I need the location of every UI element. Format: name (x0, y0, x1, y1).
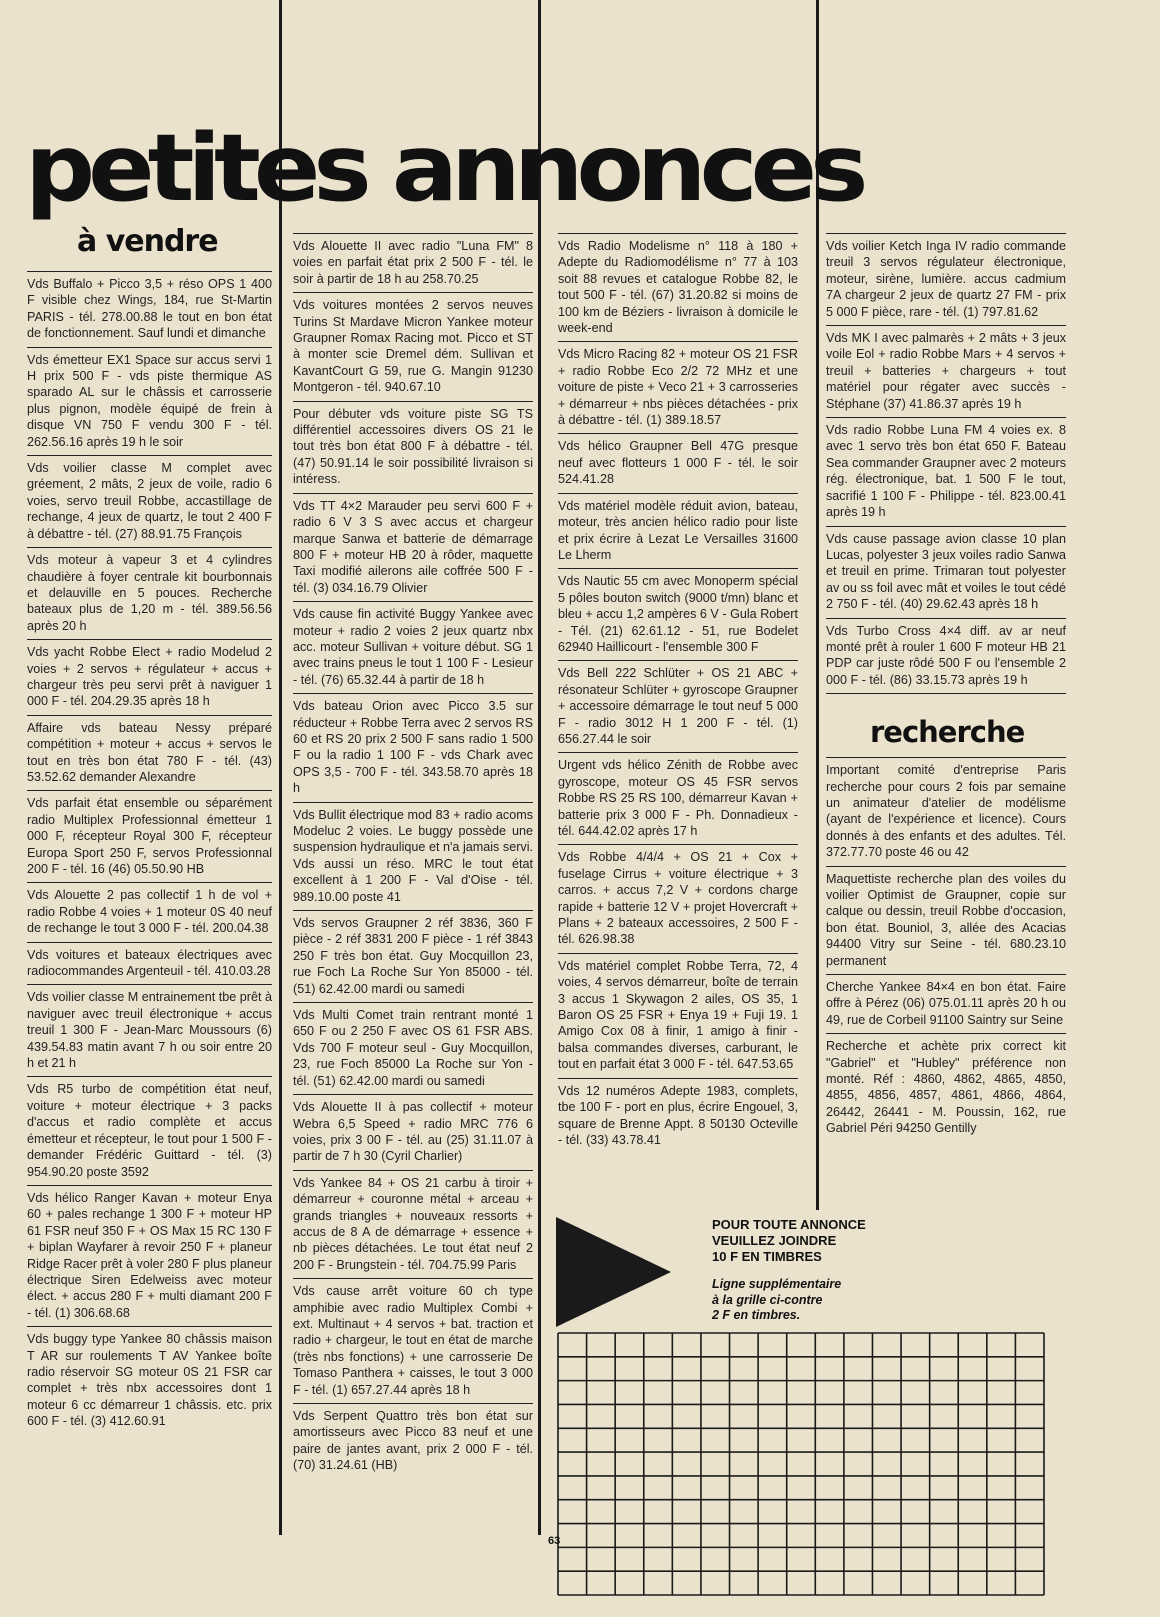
wanted-ad: Recherche et achète prix correct kit "Gabriel" et "Hubley" préférence non monté. Réf : 4860, 4862, 4865, 4850, 4855, 4856, 4857, 4861, 4866, 4864, 26442, 26441 - M. Poussin, 162, rue Gabriel Péri 94250 Gentilly (826, 1033, 1066, 1141)
classified-ad: Vds voitures et bateaux électriques avec radiocommandes Argenteuil - tél. 410.03.28 (27, 942, 272, 985)
classified-ad: Pour débuter vds voiture piste SG TS différentiel accessoires divers OS 21 le tout très bon état 800 F à débattre - tél. (47) 50.91.14 le soir possibilité livraison si intéress. (293, 401, 533, 493)
order-line: Ligne supplémentaire (712, 1277, 842, 1291)
section-title-recherche: recherche (826, 693, 1066, 757)
classified-ad: Vds MK I avec palmarès + 2 mâts + 3 jeux voile Eol + radio Robbe Mars + 4 servos + treuil + batteries + chargeurs + tout matériel pour régater avec succès - Stéphane (37) 41.86.37 après 19 h (826, 325, 1066, 417)
classified-ad: Vds TT 4×2 Marauder peu servi 600 F + radio 6 V 3 S avec accus et chargeur marque Sanwa et batterie de démarrage 800 F + moteur HB 20 à rôder, maquette Taxi modifié ailerons aile coffrée 500 F - tél. (3) 034.16.79 Olivier (293, 493, 533, 601)
classified-ad: Vds 12 numéros Adepte 1983, complets, tbe 100 F - port en plus, écrire Engouel, 3, square de Brenne Appt. 8 50130 Octeville - tél. (33) 43.78.41 (558, 1078, 798, 1154)
classified-ad: Vds Radio Modelisme n° 118 à 180 + Adepte du Radiomodélisme n° 77 à 103 soit 88 revues et catalogue Robbe 82, le tout 500 F - tél. (67) 31.20.82 si moins de 100 km de Béziers - livraison à domicile le week-end (558, 233, 798, 341)
classified-ad: Vds Alouette 2 pas collectif 1 h de vol + radio Robbe 4 voies + 1 moteur 0S 40 neuf de rechange le tout 3 000 F - tél. 200.04.38 (27, 882, 272, 941)
classified-ad: Vds Alouette II avec radio "Luna FM" 8 voies en parfait état prix 2 500 F - tél. le soir à partir de 18 h au 258.70.25 (293, 233, 533, 292)
classified-ad: Vds bateau Orion avec Picco 3.5 sur réducteur + Robbe Terra avec 2 servos RS 60 et RS 20 prix 2 500 F sans radio 1 500 F ou la radio 1 100 F - vds Chark avec OPS 3,5 - 700 F - tél. 343.58.70 après 18 h (293, 693, 533, 801)
classified-ad: Vds hélico Ranger Kavan + moteur Enya 60 + pales rechange 1 300 F + moteur HP 61 FSR neuf 350 F + OS Max 15 RC 130 F + biplan Wayfarer à revoir 250 F + planeur Ridge Racer prêt à voler 280 F plus planeur électrique Siren Edelweiss avec moteur élect. + accus 280 F + multi diamant 200 F - tél. (1) 306.68.68 (27, 1185, 272, 1326)
order-line: à la grille ci-contre (712, 1292, 823, 1307)
classified-ad: Vds Robbe 4/4/4 + OS 21 + Cox + fuselage Cirrus + voiture électrique + 3 carros. + accus 7,2 V + cordons charge rapide + batterie 12 V + projet Hovercraft + Plans + 2 bateaux accessoires, 2 500 F - tél. 626.98.38 (558, 844, 798, 952)
order-line: VEUILLEZ JOINDRE (712, 1233, 837, 1248)
classified-ad: Vds cause passage avion classe 10 plan Lucas, polyester 3 jeux voiles radio Sanwa et treuil en prime. Trimaran tout polyester av ou ss foil avec mât et voiles le tout cédé 2 750 F - tél. (40) 29.62.43 après 18 h (826, 526, 1066, 618)
arrow-icon (556, 1217, 671, 1327)
classified-ad: Vds matériel complet Robbe Terra, 72, 4 voies, 4 servos démarreur, boîte de terrain 3 accus 1 Skywagon 2 ailes, OS 35, 1 Baron OS 25 FSR + Enya 19 + Fuji 19. 1 Amigo Cox 08 à finir, 1 amigo à finir - balsa commandes diverses, carburant, le tout en parfait état 3 000 F - tél. 647.53.65 (558, 953, 798, 1078)
classified-ad: Vds Turbo Cross 4×4 diff. av ar neuf monté prêt à rouler 1 600 F moteur HB 21 PDP car juste rôdé 500 F ou l'ensemble 2 000 F - tél. (86) 33.15.73 après 19 h (826, 618, 1066, 694)
wanted-ad: Maquettiste recherche plan des voiles du voilier Optimist de Graupner, copie sur calque ou dessin, treuil Robbe d'occasion, bon état. Bouniol, 3, allée des Acacias 94400 Vitry sur Seine - tél. 680.23.10 permanent (826, 866, 1066, 974)
order-line: 10 F EN TIMBRES (712, 1249, 822, 1264)
classified-ad: Vds servos Graupner 2 réf 3836, 360 F pièce - 2 réf 3831 200 F pièce - 1 réf 3843 250 F très bon état. Guy Mocquillon 23, rue Foch La Roche Sur Yon 85000 - tél. (51) 62.42.00 mardi ou samedi (293, 910, 533, 1002)
column-rule (279, 0, 282, 1535)
classified-ad: Vds R5 turbo de compétition état neuf, voiture + moteur électrique + 3 packs d'accus et radio complète et accus émetteur et récepteur, le tout pour 1 500 F - demander Frédéric Guittard - tél. (3) 954.90.20 poste 3592 (27, 1076, 272, 1184)
order-instructions (712, 1217, 866, 1265)
ads-column-1 (27, 271, 272, 1435)
classified-ad: Affaire vds bateau Nessy préparé compétition + moteur + accus + servos le tout en très bon état 780 F - tél. (43) 53.52.62 demander Alexandre (27, 715, 272, 791)
page-title: petites annonces (25, 114, 862, 223)
wanted-ad: Important comité d'entreprise Paris recherche pour cours 2 fois par semaine un animateur d'atelier de modélisme (ayant de l'expérience et licence). Cours donnés à des enfants et des adultes. Tél. 372.77.70 poste 46 ou 42 (826, 757, 1066, 865)
classified-ad: Vds Nautic 55 cm avec Monoperm spécial 5 pôles bouton switch (9000 t/mn) blanc et bleu + accu 1,2 ampères 6 V - Gula Robert - Tél. (21) 62.61.12 - 51, rue Bodelet 62940 Haillicourt - l'ensemble 300 F (558, 568, 798, 660)
wanted-ad: Cherche Yankee 84×4 en bon état. Faire offre à Pérez (06) 075.01.11 après 20 h ou 49, rue de Corbeil 91100 Saintry sur Seine (826, 974, 1066, 1033)
classified-ad: Vds émetteur EX1 Space sur accus servi 1 H prix 500 F - vds piste thermique AS sparado AL sur le châssis et carrosserie plus pignon, modèle équipé de frein à disque VN 750 F vendu 300 F - tél. 262.56.16 après 19 h le soir (27, 347, 272, 455)
ads-column-3 (558, 233, 798, 1153)
classified-ad: Vds Bell 222 Schlüter + OS 21 ABC + résonateur Schlüter + gyroscope Graupner + accessoire démarrage le tout neuf 5 000 F - radio 3012 H 1 200 F - tél. (1) 656.27.44 le soir (558, 660, 798, 752)
classified-ad: Vds Yankee 84 + OS 21 carbu à tiroir + démarreur + couronne métal + arceau + grands triangles + nouveaux ressorts + accus de 8 A de démarrage + essence + nb pièces détachées. Le tout état neuf 2 200 F - Brungstein - tél. 704.75.99 Paris (293, 1170, 533, 1278)
classified-ad: Vds moteur à vapeur 3 et 4 cylindres chaudière à foyer centrale kit bourbonnais et delauville en 5 pouces. Recherche bateaux plus de 1,20 m - tél. 389.56.56 après 20 h (27, 547, 272, 639)
classified-ad: Vds Serpent Quattro très bon état sur amortisseurs avec Picco 83 neuf et une paire de jantes avant, prix 2 000 F - tél. (70) 31.24.61 (HB) (293, 1403, 533, 1479)
classified-ad: Vds cause arrêt voiture 60 ch type amphibie avec radio Multiplex Combi + ext. Multinaut + 4 servos + bat. traction et radio + chargeur, le tout en état de marche (très nbs fonctions) + une carrosserie De Tomaso Panthera + caisses, le tout 3 000 F - tél. (1) 657.27.44 après 18 h (293, 1278, 533, 1403)
classified-ad: Vds voilier classe M entrainement tbe prêt à naviguer avec treuil électronique + accus treuil 1 300 F - Jean-Marc Moussours (6) 439.54.83 matin avant 7 h ou soir entre 20 h et 21 h (27, 984, 272, 1076)
classified-ad: Vds voilier classe M complet avec gréement, 2 mâts, 2 jeux de voile, radio 6 voies, servo treuil Robbe, accastillage de rechange, 4 jeux de quartz, le tout 2 400 F à débattre - tél. (27) 88.91.75 François (27, 455, 272, 547)
classified-ad: Vds hélico Graupner Bell 47G presque neuf avec flotteurs 1 000 F - tél. le soir 524.41.28 (558, 433, 798, 492)
order-line: 2 F en timbres. (712, 1308, 801, 1322)
classified-ad: Vds buggy type Yankee 80 châssis maison T AR sur roulements T AV Yankee boîte radio réservoir SG moteur 0S 21 FSR car complet + très nbx accessoires dont 1 moteur 6 cc démarreur 1 châssis. etc. prix 600 F - tél. (3) 412.60.91 (27, 1326, 272, 1434)
ads-column-4 (826, 233, 1066, 1142)
classified-ad: Vds radio Robbe Luna FM 4 voies ex. 8 avec 1 servo très bon état 650 F. Bateau Sea commander Graupner avec 2 moteurs rég. électronique, bat. 1 500 F le tout, sacrifié 1 100 F - Philippe - tél. 823.00.41 après 19 h (826, 417, 1066, 525)
order-supplement (712, 1277, 841, 1324)
classified-ad: Vds Multi Comet train rentrant monté 1 650 F ou 2 250 F avec OS 61 FSR ABS. Vds 700 F moteur seul - Guy Mocquillon, 23, rue Foch 85000 La Roche sur Yon - tél. (51) 62.42.00 mardi ou samedi (293, 1002, 533, 1094)
order-grid[interactable] (557, 1332, 1045, 1596)
page-number: 63 (548, 1535, 561, 1547)
classified-ad: Vds Buffalo + Picco 3,5 + réso OPS 1 400 F visible chez Wings, 184, rue St-Martin PARIS - tél. 278.00.88 le tout en bon état de fonctionnement. Sauf lundi et dimanche (27, 271, 272, 347)
classified-ad: Vds voilier Ketch Inga IV radio commande treuil 3 servos régulateur électronique, moteur, sirène, lumière. accus cadmium 7A chargeur 2 jeux de quartz 27 FM - prix 5 000 F pièce, rare - tél. (1) 797.81.62 (826, 233, 1066, 325)
classified-ad: Vds parfait état ensemble ou séparément radio Multiplex Professionnal émetteur 1 000 F, récepteur Royal 300 F, récepteur Europa Sport 250 F, servos Professionnal 200 F - tél. 16 (46) 05.50.90 HB (27, 790, 272, 882)
order-box (540, 1205, 1062, 1617)
classified-ad: Vds Bullit électrique mod 83 + radio acoms Modeluc 2 voies. Le buggy possède une suspension hydraulique et n'a jamais servi. Vds aussi un réso. MRC le tout état excellent à 1 200 F - Val d'Oise - tél. 989.10.00 poste 41 (293, 802, 533, 910)
classified-ad: Vds cause fin activité Buggy Yankee avec moteur + radio 2 voies 2 jeux quartz nbx acc. moteur Sullivan + voiture début. SG 1 avec trains pneus le tout 1 100 F - Lesieur - tél. (76) 65.32.44 à partir de 18 h (293, 601, 533, 693)
classified-ad: Vds voitures montées 2 servos neuves Turins St Mardave Micron Yankee moteur Graupner Romax Racing mot. Picco et ST à monter scie Dremel dém. Sullivan et KavantCourt G 59, rue G. Mangin 91230 Montgeron - tél. 940.67.10 (293, 292, 533, 400)
ads-column-2 (293, 233, 533, 1479)
order-line: POUR TOUTE ANNONCE (712, 1217, 866, 1232)
classified-ad: Vds Alouette II à pas collectif + moteur Webra 6,5 Speed + radio MRC 776 6 voies, prix 3 00 F - tél. au (25) 31.11.07 à partir de 7 h 30 (Cyril Charlier) (293, 1094, 533, 1170)
classified-ad: Vds matériel modèle réduit avion, bateau, moteur, très ancien hélico radio pour liste et prix écrire à Lezat Le Versailles 31600 Le Lherm (558, 493, 798, 569)
classified-ad: Urgent vds hélico Zénith de Robbe avec gyroscope, moteur OS 45 FSR servos Robbe RS 25 RS 100, démarreur Kavan + batterie prix 3 000 F - Ph. Donnadieux - tél. 644.42.02 après 17 h (558, 752, 798, 844)
classified-ad: Vds Micro Racing 82 + moteur OS 21 FSR + radio Robbe Eco 2/2 72 MHz et une voiture de piste + Veco 21 + 3 carrosseries + démarreur + nbs pièces détachées - prix à débattre - tél. (1) 389.18.57 (558, 341, 798, 433)
section-title-a-vendre: à vendre (77, 224, 218, 259)
classified-ad: Vds yacht Robbe Elect + radio Modelud 2 voies + 2 servos + régulateur + accus + chargeur très peu servi prêt à naviguer 1 000 F - tél. 204.29.35 après 18 h (27, 639, 272, 715)
